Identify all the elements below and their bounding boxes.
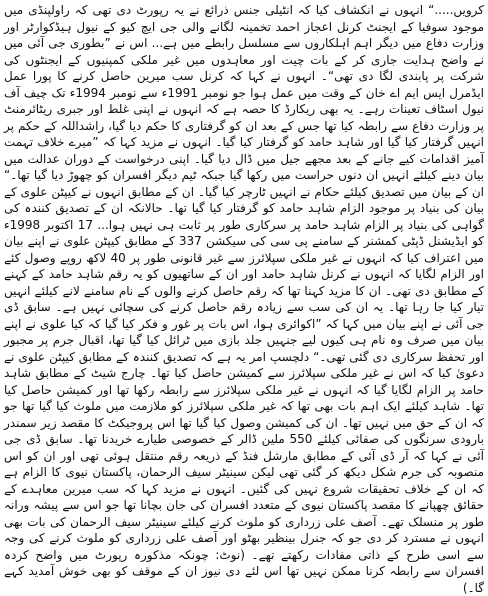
article-body: کرویں.....“ انہوں نے انکشاف کیا کہ انٹیلی جنس ذرائع نے یہ رپورٹ دی تھی کہ راولپنڈی میں موجود سوفیا کے ایجنٹ کرنل اعجاز احمد تخمینہ لگانے والی جی ایچ کیو کے نیول ہیڈکوارٹر اور وزارت دفاع میں دیگر اہم اہلکاروں سے مسلسل رابطے میں ہے... اس نے ”بطوری جی آئی میں نے واضح ہدایت جاری کر کے بات چیت اور معاہدوں میں غیر ملکی کمپنیوں کے ایجنٹوں کی شرکت پر پابندی لگا دی تھی“۔ انہوں نے کہا کہ کرنل سب میرین حاصل کرنے کا پورا عمل ایڈمرل ایس ایم اے خان کے وقت میں عمل ہوا جو نومبر 1991ء سے نومبر 1994ء تک چیف آف نیول اسٹاف تعینات رہے۔ یہ بھی ریکارڈ کا حصہ ہے کہ انہوں نے اپنی غلط اور جبری ریٹائرمنٹ پر وزارت دفاع سے رابطہ کیا تھا جس کے بعد ان کو گرفتاری کا حکم دیا گیا، راشداللہ کے حکم پر انہیں گرفتار کیا گیا اور شاہد حامد کو گرفتار کیا گیا۔ انہوں نے مزید کہا کہ ”میرے خلاف تہمت آمیز اقدامات کیے جانے کے بعد مجھے جیل میں ڈال دیا گیا۔ اپنی درخواست کے دوران عدالت میں بیان دینے کیلئے انہیں ان دنوں حراست میں رکھا گیا جبکہ ٹیم دیگر افسران کو چھوڑ دیا گیا تھا۔“ ان کے بیان میں تصدیق کیلئے حکام نے انہیں ٹارچر کیا گیا۔ ان کے مطابق انہوں نے کیپٹن علوی کے بیان کی بنیاد پر موجود الزام شاہد حامد کو گرفتار کیا گیا تھا۔ حالانکہ ان کے تصدیق کنندہ کی گواہی کی بنیاد پر الزام شاہد حامد پر سرکاری طور پر ثابت ہی نہیں ہوا... 17 اکتوبر 1998ء کو ایڈیشنل ڈپٹی کمشنر کے سامنے پی سی کی سیکشن 337 کے مطابق کیپٹن علوی نے اپنے بیان میں اعتراف کیا کہ انہوں نے غیر ملکی سپلائرز سے غیر قانونی طور پر 40 لاکھ روپے وصول کئے اور الزام لگایا کہ انہوں نے کرنل شاہد حامد اور ان کے ساتھیوں کو یہ رقم شاہد حامد کے کہنے کے مطابق دی تھی۔ ان کا مزید کہنا تھا کہ رقم حاصل کرنے والوں کے نام سامنے لانے کیلئے انہیں تیار کیا جا رہا تھا۔ یہ ان کی سب سے زیادہ رقم حاصل کرنے کی سچائی نہیں ہے۔ سابق ڈی جی آئی نے اپنے بیان میں کہا کہ ”اکوائری ہوا، اس بات پر غور و فکر کیا گیا کہ کیا علوی نے اپنے بیان میں صرف وہ نام ہی کیوں لیے جنہیں جلد بازی میں ٹرائل کیا گیا تھا، اقبال جرم پر مجبور اور تحفظ سرکاری دی گئی تھی۔“ دلچسپ امر یہ ہے کہ تصدیق کنندہ کے مطابق کیپٹن علوی نے دعویٰ کیا کہ اس نے غیر ملکی سپلائرز سے کمیشن حاصل کیا تھا۔ چارج شیٹ کے مطابق شاہد حامد پر الزام لگایا گیا کہ انہوں نے غیر ملکی سپلائرز سے رابطہ رکھا تھا اور کمیشن حاصل کیا تھا۔ شاہد کیلئے ایک اہم بات بھی تھا کہ غیر ملکی سپلائرز کو ملازمت میں ملوث کیا گیا تھا جو کہ ان کے حق میں نہیں تھا۔ ان کی کمیشن وصول کیا گیا تھا اس پروجیکٹ کا مقصد زیر سمندر بارودی سرنگوں کی صفائی کیلئے 550 ملین ڈالر کے خصوصی طیارے خریدنا تھا۔ سابق ڈی جی آئی نے کہا کہ آر ڈی آئی کے مطابق مارشل فنڈ کے ذریعہ رقم منتقل ہوئی تھی اور ان کو اس منصوبہ کی جرم شکل دیکھ کر گئی تھی لیکن سینیٹر سیف الرحمان، پاکستان نیوی کا الزام ہے کہ ان کے خلاف تحقیقات شروع نہیں کی گئیں۔ انہوں نے مزید کہا کہ سب میرین معاہدے کے حقائق چھپانے کا مقصد پاکستان نیوی کے متعدد افسران کی جان بچانا تھا جو اس سے پیشہ ورانہ طور پر منسلک تھے۔ آصف علی زرداری کو ملوث کرنے کیلئے سینیٹر سیف الرحمان کی بات بھی انہوں نے مسترد کر دی جو کہ جنرل بینظیر بھٹو اور آصف علی زرداری کو ملوث کرنے کی وجہ سے اسی طرح کے ذاتی مفادات رکھتے تھے۔ (نوٹ: چونکہ مذکورہ رپورٹ میں واضح کردہ افسران سے رابطہ کرنا ممکن نہیں تھا اس لئے دی نیوز ان کے موقف کو بھی خوش آمدید کہے گا۔) — [4, 3, 485, 595]
